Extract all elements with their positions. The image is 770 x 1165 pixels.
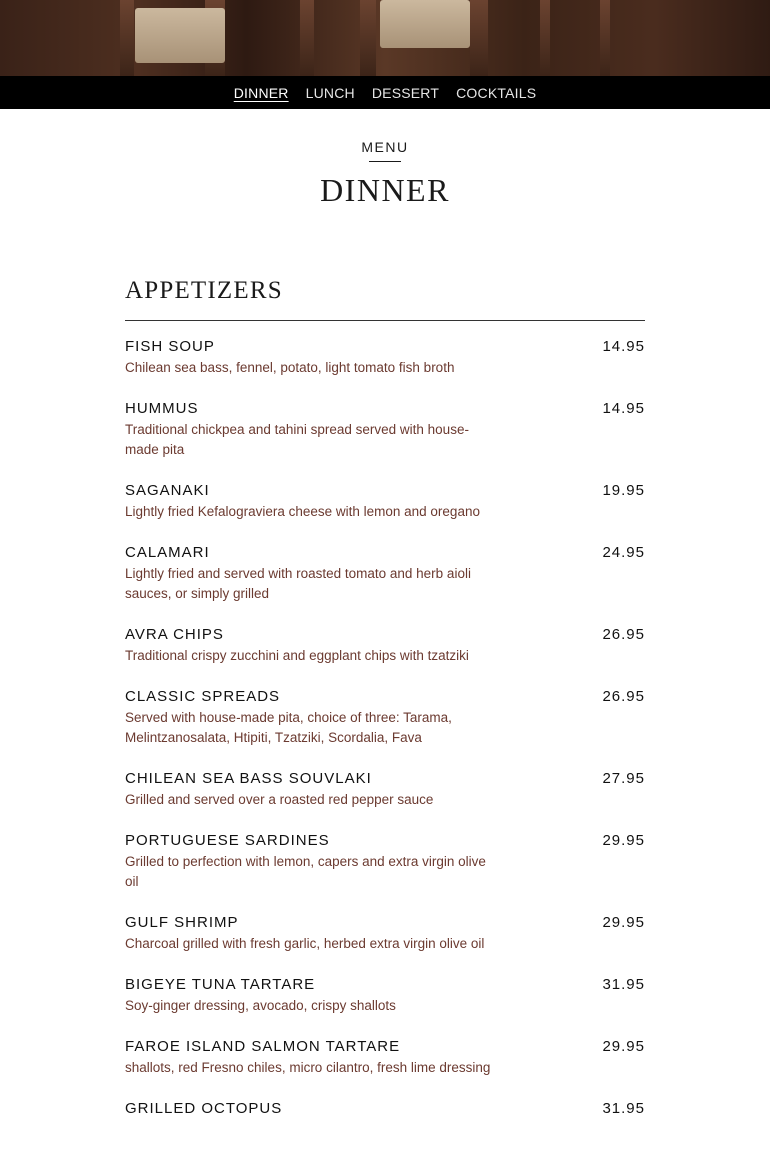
item-price: 24.95 [602, 544, 645, 561]
item-price: 29.95 [602, 914, 645, 931]
chair-leg [360, 0, 376, 76]
item-description: Served with house-made pita, choice of three: Tarama, Melintzanosalata, Htipiti, Tzatziki, Scordalia, Fava [125, 710, 452, 745]
item-description: Traditional crispy zucchini and eggplant chips with tzatziki [125, 648, 469, 663]
section-title: APPETIZERS [125, 276, 645, 321]
item-price: 14.95 [602, 400, 645, 417]
item-description: Soy-ginger dressing, avocado, crispy shallots [125, 998, 396, 1013]
item-name: CHILEAN SEA BASS SOUVLAKI [125, 770, 372, 787]
nav-item-lunch[interactable]: LUNCH [305, 84, 355, 101]
item-name: SAGANAKI [125, 482, 210, 499]
nav-item-dessert[interactable]: DESSERT [371, 84, 440, 101]
menu-items-list [125, 337, 645, 1119]
appetizers-section [125, 276, 645, 1140]
eyebrow-divider [369, 161, 401, 162]
item-name: AVRA CHIPS [125, 626, 224, 643]
menu-item [125, 399, 645, 460]
item-description: Grilled and served over a roasted red pepper sauce [125, 792, 434, 807]
chair-seat [380, 0, 470, 48]
item-description: Traditional chickpea and tahini spread served with house-made pita [125, 422, 469, 457]
item-name: BIGEYE TUNA TARTARE [125, 976, 316, 993]
menu-item [125, 1099, 645, 1119]
hero-image [0, 0, 770, 76]
nav-item-dinner[interactable]: DINNER [233, 84, 289, 101]
item-price: 14.95 [602, 338, 645, 355]
menu-item [125, 481, 645, 522]
item-name: GULF SHRIMP [125, 914, 239, 931]
menu-item [125, 337, 645, 378]
item-name: HUMMUS [125, 400, 199, 417]
item-price: 31.95 [602, 976, 645, 993]
item-name: FAROE ISLAND SALMON TARTARE [125, 1038, 401, 1055]
menu-item [125, 769, 645, 810]
item-description: Lightly fried Kefalograviera cheese with lemon and oregano [125, 504, 480, 519]
item-name: CLASSIC SPREADS [125, 688, 281, 705]
menu-nav [0, 76, 770, 109]
item-description: Charcoal grilled with fresh garlic, herbed extra virgin olive oil [125, 936, 485, 951]
eyebrow-label: MENU [361, 139, 409, 155]
item-price: 29.95 [602, 1038, 645, 1055]
item-description: Chilean sea bass, fennel, potato, light tomato fish broth [125, 360, 455, 375]
item-description: Lightly fried and served with roasted tomato and herb aioli sauces, or simply grilled [125, 566, 471, 601]
item-name: PORTUGUESE SARDINES [125, 832, 330, 849]
menu-item [125, 913, 645, 954]
item-description: shallots, red Fresno chiles, micro cilantro, fresh lime dressing [125, 1060, 491, 1075]
item-price: 27.95 [602, 770, 645, 787]
item-description: Grilled to perfection with lemon, capers and extra virgin olive oil [125, 854, 486, 889]
chair-leg [540, 0, 550, 76]
item-name: FISH SOUP [125, 338, 215, 355]
item-price: 19.95 [602, 482, 645, 499]
item-price: 26.95 [602, 688, 645, 705]
item-name: GRILLED OCTOPUS [125, 1100, 283, 1117]
menu-item [125, 543, 645, 604]
menu-header [0, 109, 770, 209]
page-title: DINNER [320, 172, 450, 208]
item-price: 26.95 [602, 626, 645, 643]
item-price: 31.95 [602, 1100, 645, 1117]
menu-item [125, 975, 645, 1016]
chair-leg [300, 0, 314, 76]
menu-item [125, 831, 645, 892]
menu-item [125, 687, 645, 748]
chair-leg [120, 0, 134, 76]
item-price: 29.95 [602, 832, 645, 849]
nav-item-cocktails[interactable]: COCKTAILS [456, 84, 537, 101]
chair-leg [470, 0, 488, 76]
menu-item [125, 625, 645, 666]
chair-seat [135, 8, 225, 63]
item-name: CALAMARI [125, 544, 210, 561]
chair-leg [600, 0, 610, 76]
menu-item [125, 1037, 645, 1078]
